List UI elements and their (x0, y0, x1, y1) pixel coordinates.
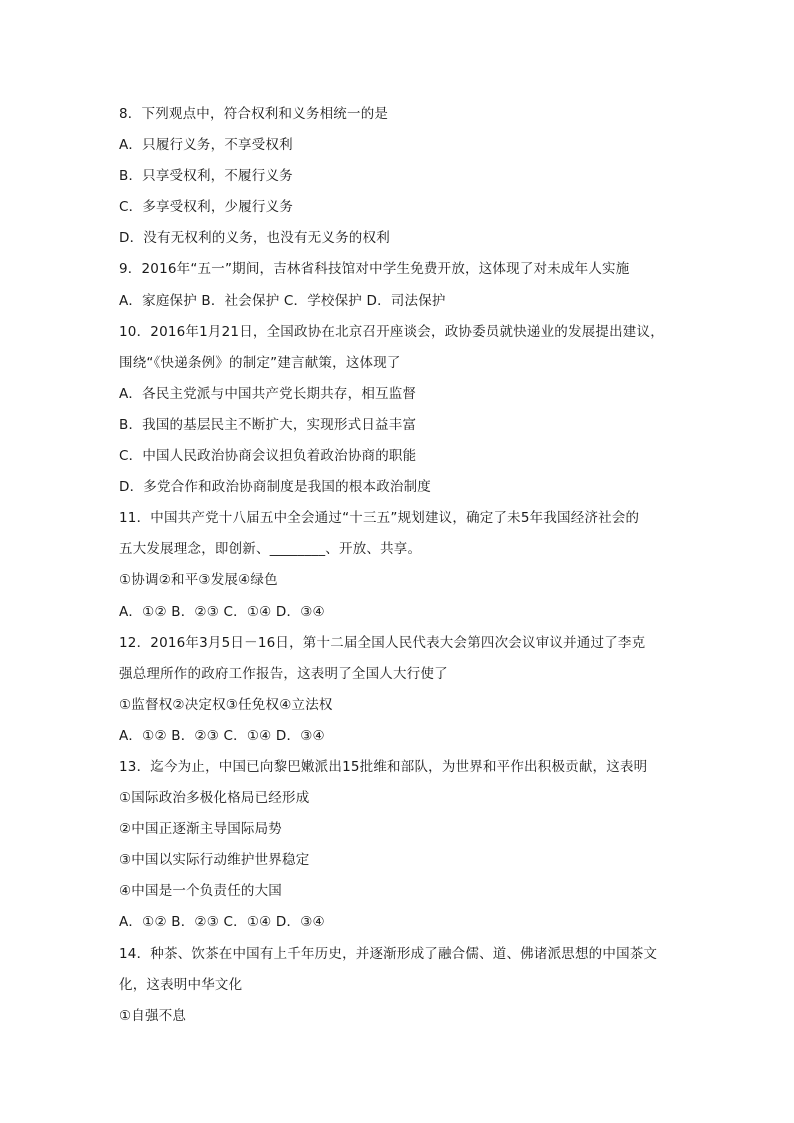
question-13-options: A．①② B．②③ C．①④ D．③④ (119, 914, 325, 931)
question-12-stem-line-2: 强总理所作的政府工作报告，这表明了全国人大行使了 (119, 665, 448, 682)
question-13-item-3: ③中国以实际行动维护世界稳定 (119, 852, 310, 869)
question-13-item-4: ④中国是一个负责任的大国 (119, 883, 283, 900)
question-14-stem-line-1: 14．种茶、饮茶在中国有上千年历史，并逐渐形成了融合儒、道、佛诸派思想的中国茶文 (119, 945, 658, 962)
question-11-stem-line-1: 11．中国共产党十八届五中全会通过“十三五”规划建议，确定了未5年我国经济社会的 (119, 510, 640, 527)
question-8-option-a: A．只履行义务，不享受权利 (119, 137, 293, 154)
question-14-item-1: ①自强不息 (119, 1007, 187, 1024)
question-13-stem: 13．迄今为止，中国已向黎巴嫩派出15批维和部队，为世界和平作出积极贡献，这表明 (119, 758, 648, 775)
question-10-stem-line-2: 围绕“《快递条例》的制定”建言献策，这体现了 (119, 354, 401, 371)
question-8-option-c: C．多享受权利，少履行义务 (119, 199, 294, 216)
exam-page (119, 99, 679, 1032)
question-9-options: A．家庭保护 B．社会保护 C．学校保护 D．司法保护 (119, 292, 446, 309)
question-10-option-a: A．各民主党派与中国共产党长期共存，相互监督 (119, 385, 417, 402)
question-13-item-1: ①国际政治多极化格局已经形成 (119, 790, 310, 807)
question-12-stem-line-1: 12．2016年3月5日－16日，第十二届全国人民代表大会第四次会议审议并通过了李克 (119, 634, 646, 651)
question-8-option-b: B．只享受权利，不履行义务 (119, 168, 293, 185)
question-9-stem: 9．2016年“五一”期间，吉林省科技馆对中学生免费开放，这体现了对未成年人实施 (119, 261, 630, 278)
question-8-stem: 8．下列观点中，符合权利和义务相统一的是 (119, 106, 389, 122)
question-10-stem-line-1: 10．2016年1月21日，全国政协在北京召开座谈会，政协委员就快递业的发展提出建议， (119, 323, 664, 340)
question-11-stem-line-2: 五大发展理念，即创新、________、开放、共享。 (119, 541, 422, 558)
question-12-items: ①监督权②决定权③任免权④立法权 (119, 696, 333, 713)
question-10-option-c: C．中国人民政治协商会议担负着政治协商的职能 (119, 448, 417, 465)
question-11-items: ①协调②和平③发展④绿色 (119, 572, 278, 589)
question-13-item-2: ②中国正逐渐主导国际局势 (119, 821, 283, 838)
question-14-stem-line-2: 化，这表明中华文化 (119, 976, 243, 993)
question-10-option-b: B．我国的基层民主不断扩大，实现形式日益丰富 (119, 416, 417, 433)
question-10-option-d: D．多党合作和政治协商制度是我国的根本政治制度 (119, 479, 431, 496)
question-12-options: A．①② B．②③ C．①④ D．③④ (119, 727, 325, 744)
question-11-options: A．①② B．②③ C．①④ D．③④ (119, 603, 325, 620)
question-8-option-d: D．没有无权利的义务，也没有无义务的权利 (119, 230, 390, 247)
